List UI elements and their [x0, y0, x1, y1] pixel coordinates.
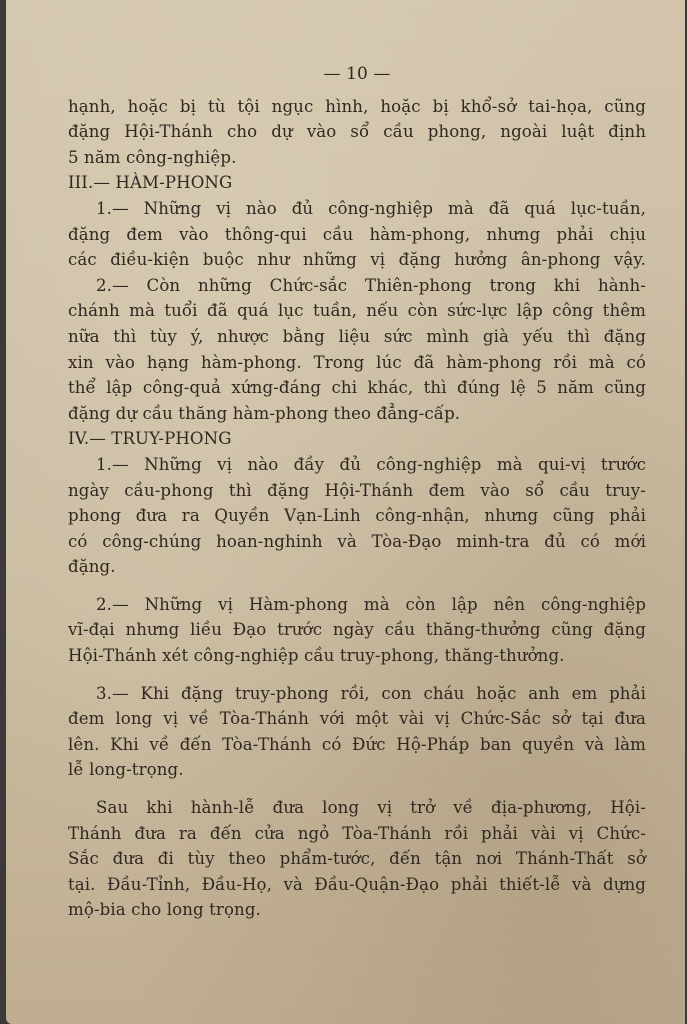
text-line: 5 năm công-nghiệp.	[68, 147, 237, 167]
paragraph-truy-phong-2	[68, 592, 646, 669]
text-line: tại. Đầu-Tỉnh, Đầu-Họ, và Đầu-Quận-Đạo phải thiết-lễ và dựng	[68, 874, 646, 894]
text-line: phong đưa ra Quyền Vạn-Linh công-nhận, nhưng cũng phải	[68, 506, 646, 526]
page-text	[68, 62, 646, 923]
book-page	[6, 0, 685, 1024]
section-heading-truy-phong: IV.— TRUY-PHONG	[68, 429, 232, 449]
text-line: đặng.	[68, 557, 116, 577]
text-line: lễ long-trọng.	[68, 760, 184, 780]
text-line: Sau khi hành-lễ đưa long vị trở về địa-phương, Hội-	[96, 798, 646, 818]
text-line: chánh mà tuổi đã quá lục tuần, nếu còn sức-lực lập công thêm	[68, 301, 646, 321]
text-line: thể lập công-quả xứng-đáng chi khác, thì đúng lệ 5 năm cũng	[68, 378, 646, 398]
paragraph-truy-phong-1	[68, 452, 646, 580]
text-line: các điều-kiện buộc như những vị đặng hưởng ân-phong vậy.	[68, 250, 646, 270]
text-line: Sắc đưa đi tùy theo phẩm-tước, đến tận nơi Thánh-Thất sở	[68, 849, 646, 869]
paragraph-ham-phong-2	[68, 273, 646, 427]
text-line: 2.— Còn những Chức-sắc Thiên-phong trong khi hành-	[96, 275, 646, 295]
text-line: mộ-bia cho long trọng.	[68, 900, 261, 920]
text-line: lên. Khi về đến Tòa-Thánh có Đức Hộ-Pháp ban quyền và làm	[68, 734, 646, 754]
text-line: Hội-Thánh xét công-nghiệp cầu truy-phong, thăng-thưởng.	[68, 646, 565, 666]
text-line: 1.— Những vị nào đủ công-nghiệp mà đã quá lục-tuần,	[96, 198, 646, 218]
text-line: đặng dự cầu thăng hàm-phong theo đẳng-cấp.	[68, 403, 461, 423]
text-line: đem long vị về Tòa-Thánh với một vài vị Chức-Sắc sở tại đưa	[68, 709, 646, 729]
text-line: đặng Hội-Thánh cho dự vào sổ cầu phong, ngoài luật định	[68, 122, 646, 142]
text-line: nữa thì tùy ý, nhược bằng liệu sức mình già yếu thì đặng	[68, 326, 646, 346]
page-number: — 10 —	[323, 64, 391, 84]
paragraph-continuation	[68, 94, 646, 171]
text-line: Thánh đưa ra đến cửa ngỏ Tòa-Thánh rồi phải vài vị Chức-	[68, 823, 646, 843]
text-line: 3.— Khi đặng truy-phong rồi, con cháu hoặc anh em phải	[96, 683, 646, 703]
text-line: vĩ-đại nhưng liều Đạo trước ngày cầu thăng-thưởng cũng đặng	[68, 620, 646, 640]
paragraph-truy-phong-3	[68, 681, 646, 783]
text-line: 2.— Những vị Hàm-phong mà còn lập nên công-nghiệp	[96, 594, 646, 614]
text-line: có công-chúng hoan-nghinh và Tòa-Đạo minh-tra đủ có mới	[68, 531, 646, 551]
section-heading-ham-phong: III.— HÀM-PHONG	[68, 173, 233, 193]
text-line: ngày cầu-phong thì đặng Hội-Thánh đem vào sổ cầu truy-	[68, 480, 646, 500]
paragraph-ham-phong-1	[68, 196, 646, 273]
paragraph-truy-phong-4	[68, 795, 646, 923]
text-line: 1.— Những vị nào đầy đủ công-nghiệp mà qui-vị trước	[96, 454, 646, 474]
text-line: xin vào hạng hàm-phong. Trong lúc đã hàm-phong rồi mà có	[68, 352, 646, 372]
text-line: đặng đem vào thông-qui cầu hàm-phong, nhưng phải chịu	[68, 224, 646, 244]
text-line: hạnh, hoặc bị tù tội ngục hình, hoặc bị khổ-sở tai-họa, cũng	[68, 96, 646, 116]
